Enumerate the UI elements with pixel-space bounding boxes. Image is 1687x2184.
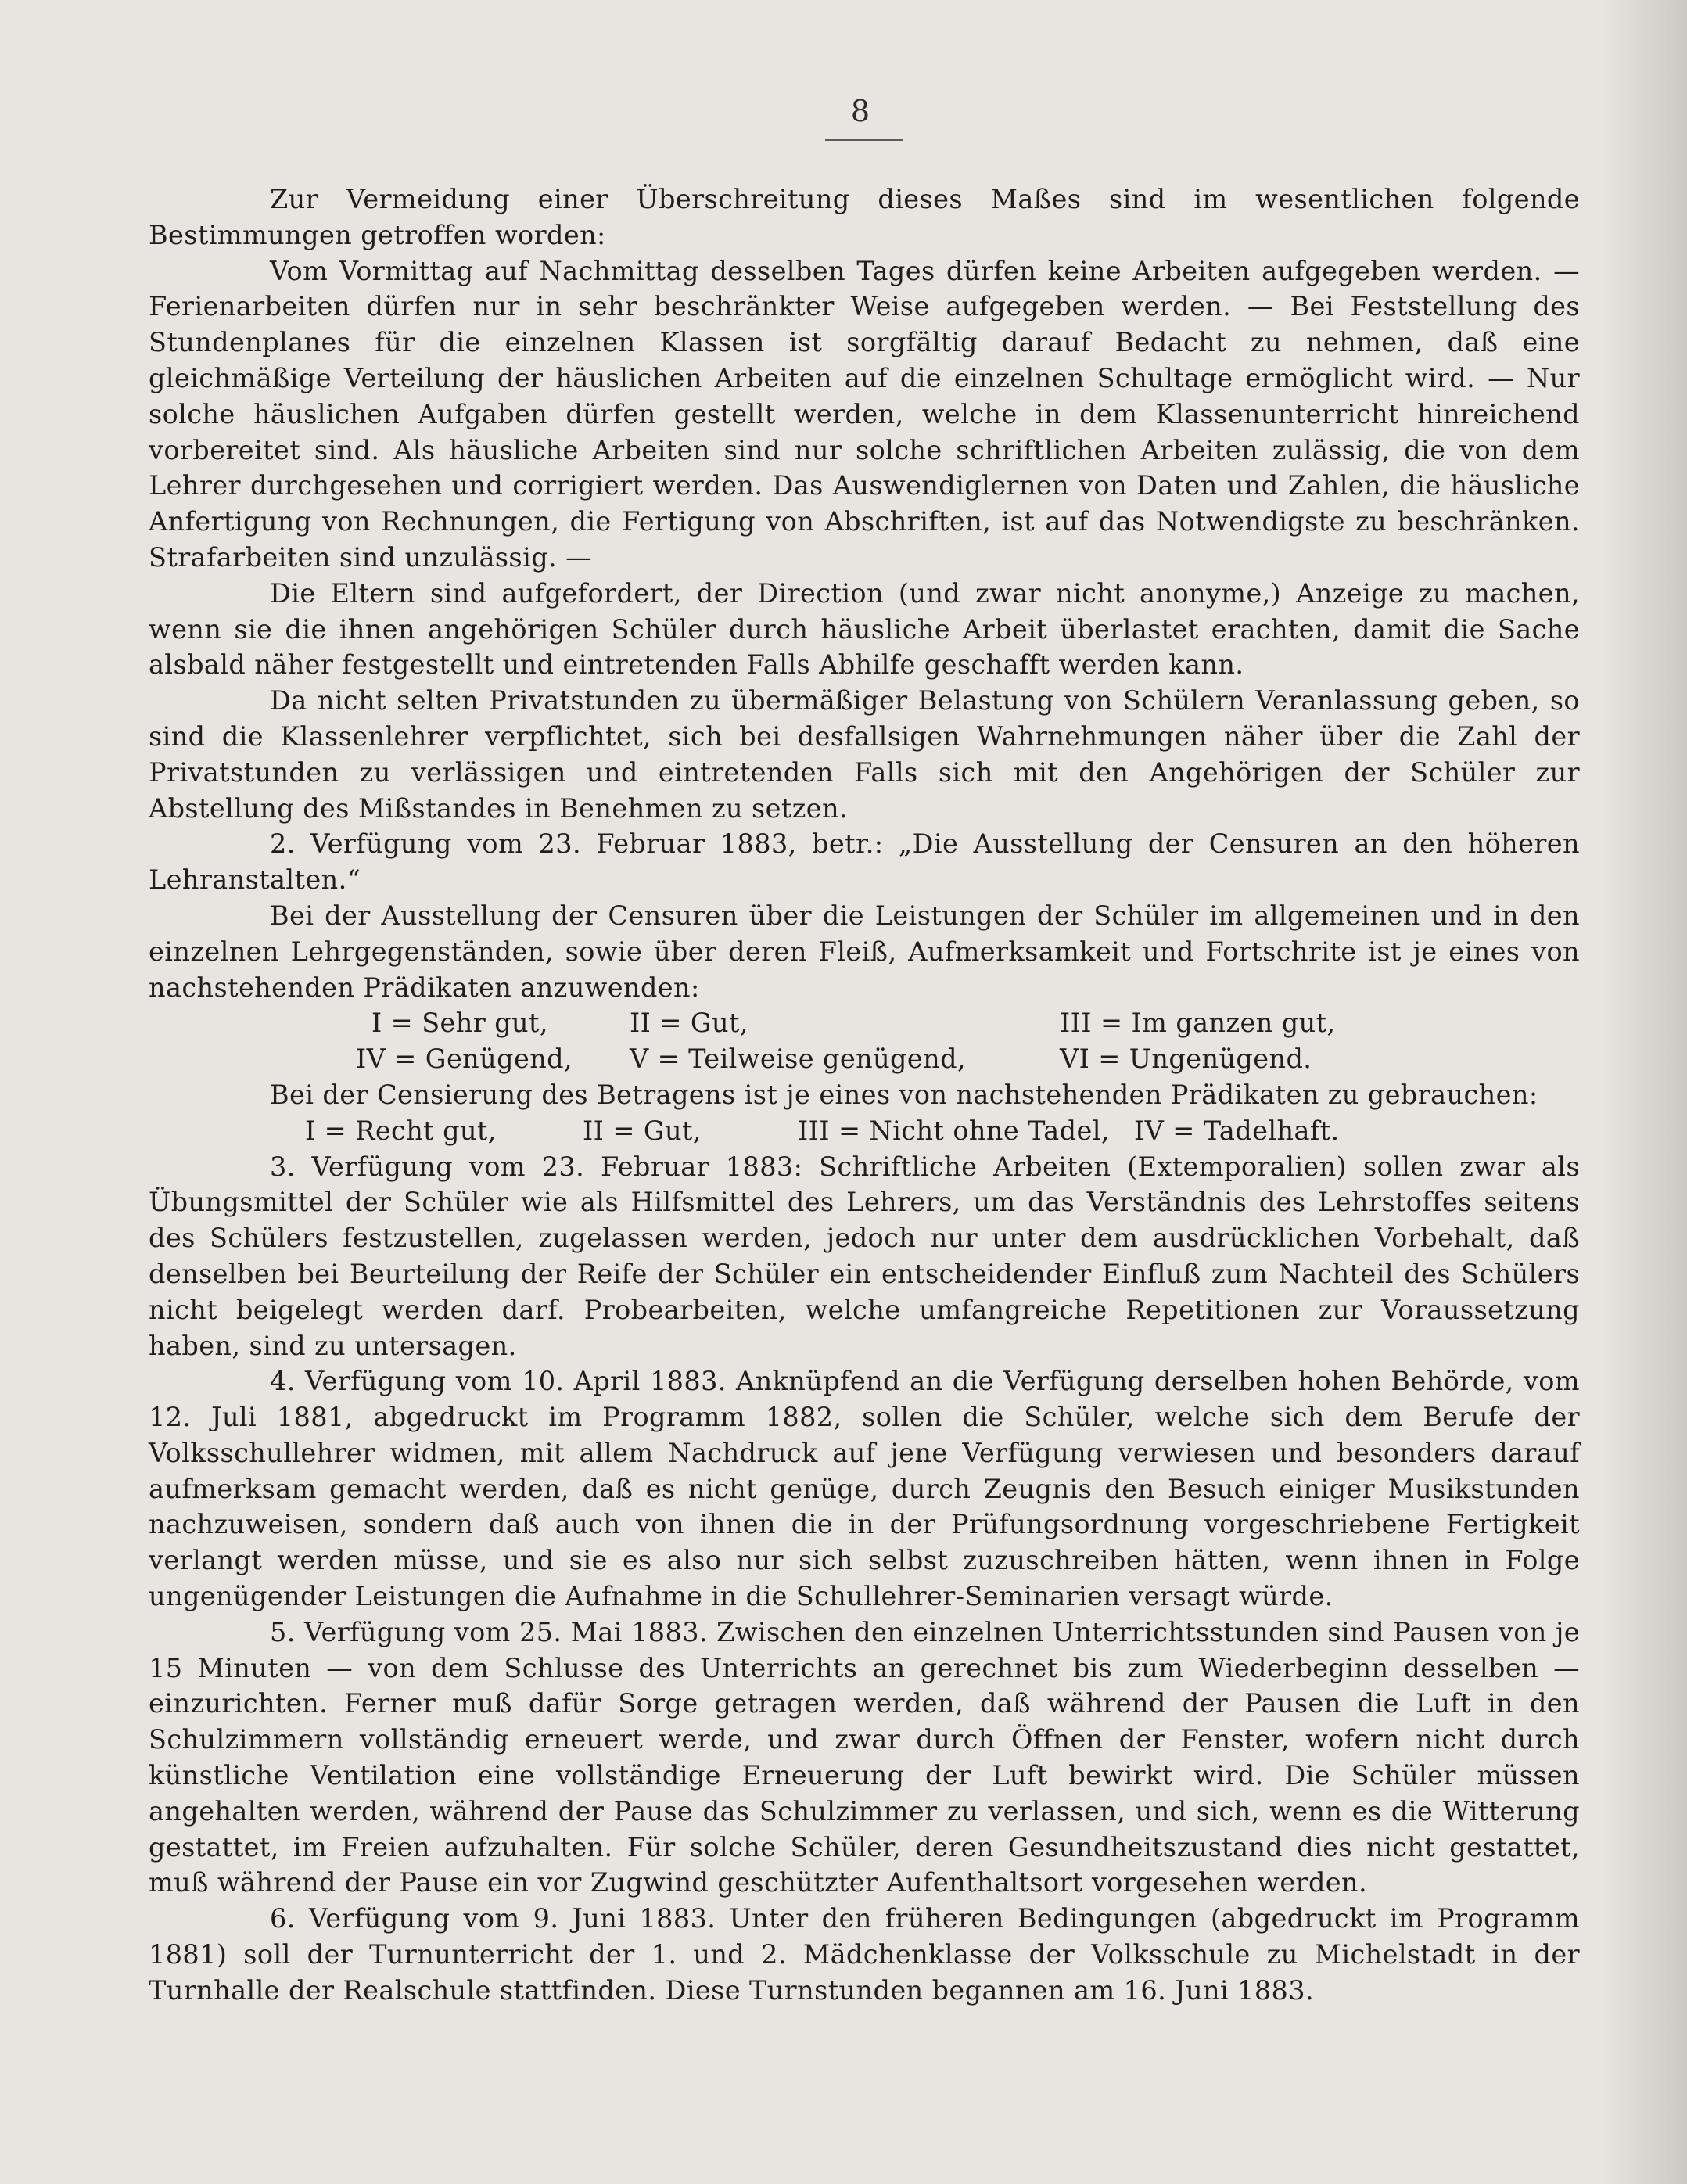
paragraph-intro: Zur Vermeidung einer Überschreitung dieses Maßes sind im wesentlichen folgende Bestimmungen getroffen worden:	[149, 184, 1580, 250]
grade-item: III = Im ganzen gut,	[1060, 1008, 1336, 1039]
grade-row-2	[149, 1041, 1580, 1077]
conduct-grade-item: I = Recht gut,	[305, 1115, 497, 1146]
conduct-grade-item: II = Gut,	[583, 1115, 702, 1146]
conduct-grade-item: III = Nicht ohne Tadel,	[798, 1115, 1110, 1146]
paragraph-homework-rules: Vom Vormittag auf Nachmittag desselben Tages dürfen keine Arbeiten aufgegeben werden. — Ferienarbeiten dürfen nur in sehr beschränkter Weise aufgegeben werden. — Bei Feststellung des Stundenplanes für die einzelnen Klassen ist sorgfältig darauf Bedacht zu nehmen, daß eine gleichmäßige Verteilung der häuslichen Arbeiten auf die einzelnen Schultage ermöglicht wird. — Nur solche häuslichen Aufgaben dürfen gestellt werden, welche in dem Klassenunterricht hinreichend vorbereitet sind. Als häusliche Arbeiten sind nur solche schriftlichen Arbeiten zulässig, die von dem Lehrer durchgesehen und corrigiert werden. Das Auswendiglernen von Daten und Zahlen, die häusliche Anfertigung von Rechnungen, die Fertigung von Abschriften, ist auf das Notwendigste zu beschränken. Strafarbeiten sind unzulässig. —	[149, 255, 1580, 573]
grade-row-1	[149, 1005, 1580, 1041]
body-text	[149, 181, 1580, 2009]
grade-item: IV = Genügend,	[356, 1044, 573, 1075]
paragraph-decree-5: 5. Verfügung vom 25. Mai 1883. Zwischen den einzelnen Unterrichtsstunden sind Pausen von je 15 Minuten — von dem Schlusse des Unterrichts an gerechnet bis zum Wiederbeginn desselben — einzurichten. Ferner muß dafür Sorge getragen werden, daß während der Pausen die Luft in den Schulzimmern vollständig erneuert werde, und zwar durch Öffnen der Fenster, wofern nicht durch künstliche Ventilation eine vollständige Erneuerung der Luft bewirkt wird. Die Schüler müssen angehalten werden, während der Pause das Schulzimmer zu verlassen, und sich, wenn es die Witterung gestattet, im Freien aufzuhalten. Für solche Schüler, deren Gesundheitszustand dies nicht gestattet, muß während der Pause ein vor Zugwind geschützter Aufenthaltsort vorgesehen werden.	[149, 1616, 1580, 1898]
paragraph-decree-2: 2. Verfügung vom 23. Februar 1883, betr.: „Die Ausstellung der Censuren an den höheren Lehranstalten.“	[149, 828, 1580, 896]
paragraph-parents: Die Eltern sind aufgefordert, der Direction (und zwar nicht anonyme,) Anzeige zu machen, wenn sie die ihnen angehörigen Schüler durch häusliche Arbeit überlastet erachten, damit die Sache alsbald näher festgestellt und eintretenden Falls Abhilfe geschafft werden kann.	[149, 577, 1580, 681]
grade-item: V = Teilweise genügend,	[630, 1044, 966, 1075]
paragraph-conduct: Bei der Censierung des Betragens ist je eines von nachstehenden Prädikaten zu gebrauchen:	[270, 1079, 1538, 1110]
paragraph-decree-4: 4. Verfügung vom 10. April 1883. Anknüpfend an die Verfügung derselben hohen Behörde, vom 12. Juli 1881, abgedruckt im Programm 1882, sollen die Schüler, welche sich dem Berufe der Volksschullehrer widmen, mit allem Nachdruck auf jene Verfügung verwiesen und besonders darauf aufmerksam gemacht werden, daß es nicht genüge, durch Zeugnis den Besuch einiger Musikstunden nachzuweisen, sondern daß auch von ihnen die in der Prüfungsordnung vorgeschriebene Fertigkeit verlangt werden müsse, und sie es also nur sich selbst zuzuschreiben hätten, wenn ihnen in Folge ungenügender Leistungen die Aufnahme in die Schullehrer-Seminarien versagt würde.	[149, 1366, 1580, 1612]
page-number-rule	[825, 139, 903, 141]
page-number: 8	[850, 94, 870, 128]
paragraph-private-lessons: Da nicht selten Privatstunden zu übermäßiger Belastung von Schülern Veranlassung geben, so sind die Klassenlehrer verpflichtet, sich bei desfallsigen Wahrnehmungen näher über die Zahl der Privatstunden zu verlässigen und eintretenden Falls sich mit den Angehörigen der Schüler zur Abstellung des Mißstandes in Benehmen zu setzen.	[149, 685, 1580, 824]
paragraph-decree-6: 6. Verfügung vom 9. Juni 1883. Unter den früheren Bedingungen (abgedruckt im Programm 1881) soll der Turnunterricht der 1. und 2. Mädchenklasse der Volksschule zu Michelstadt in der Turnhalle der Realschule stattfinden. Diese Turnstunden begannen am 16. Juni 1883.	[149, 1903, 1580, 2006]
conduct-grade-row	[149, 1113, 1580, 1149]
grade-item: I = Sehr gut,	[371, 1008, 548, 1039]
grade-item: VI = Ungenügend.	[1060, 1044, 1312, 1075]
grade-item: II = Gut,	[630, 1008, 748, 1039]
conduct-grade-item: IV = Tadelhaft.	[1134, 1115, 1340, 1146]
page-edge-shadow	[1601, 0, 1687, 2184]
paragraph-decree-3: 3. Verfügung vom 23. Februar 1883: Schriftliche Arbeiten (Extemporalien) sollen zwar als Übungsmittel der Schüler wie als Hilfsmittel des Lehrers, um das Verständnis des Lehrstoffes seitens des Schülers festzustellen, zugelassen werden, jedoch nur unter dem ausdrücklichen Vorbehalt, daß denselben bei Beurteilung der Reife der Schüler ein entscheidender Einfluß zum Nachteil des Schülers nicht beigelegt werden darf. Probearbeiten, welche umfangreiche Repetitionen zur Voraussetzung haben, sind zu untersagen.	[149, 1151, 1580, 1361]
paragraph-censures: Bei der Ausstellung der Censuren über die Leistungen der Schüler im allgemeinen und in den einzelnen Lehrgegenständen, sowie über deren Fleiß, Aufmerksamkeit und Fortschrite ist je eines von nachstehenden Prädikaten anzuwenden:	[149, 900, 1580, 1003]
